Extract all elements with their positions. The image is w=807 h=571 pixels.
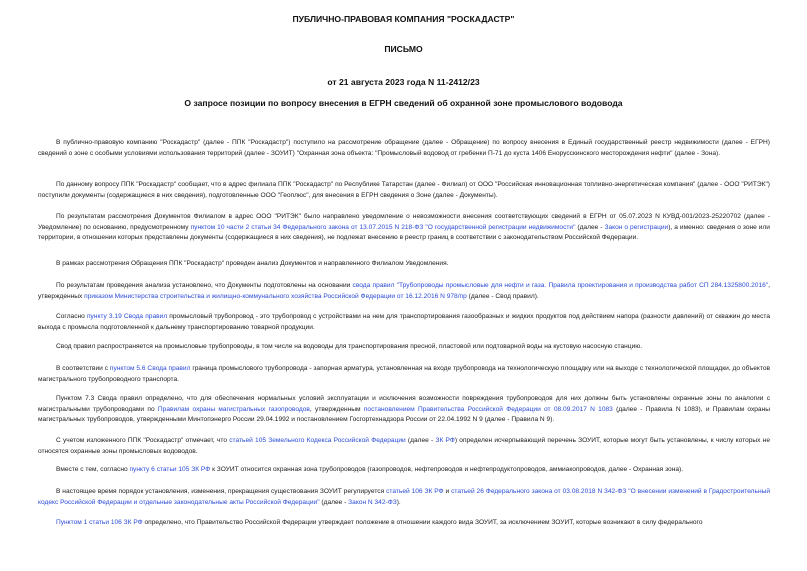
legal-reference-link[interactable]: пунктом 5.6 Свода правил (109, 365, 191, 372)
paragraph-text: В рамках рассмотрения Обращения ППК "Роскадастр" проведен анализ Документов и направленного Филиалом Уведомления. (56, 260, 449, 267)
paragraph-13 (38, 518, 770, 529)
legal-reference-link[interactable]: статьей 106 ЗК РФ (386, 488, 444, 495)
paragraph-text: В настоящее время порядок установления, изменения, прекращения существования ЗОУИТ регулируется (56, 488, 387, 495)
paragraph-5 (38, 281, 770, 302)
legal-reference-link[interactable]: свода правил "Трубопроводы промысловые для нефти и газа. Правила проектирования и производства работ СП 284.1325800.2016" (352, 282, 769, 289)
legal-reference-link[interactable]: Закон о регистрации (604, 223, 669, 231)
legal-reference-link[interactable]: ЗК РФ (435, 437, 455, 444)
legal-reference-link[interactable]: Правилам охраны магистральных газопроводов (157, 405, 310, 413)
paragraph-text: к ЗОУИТ относится охранная зона трубопроводов (газопроводов, нефтепроводов и нефтепродуктопроводов, аммиакопроводов, далее - Охранная зона). (210, 466, 684, 473)
paragraph-text: граница промыслового трубопровода - запорная арматура, установленная на входе трубопровода на технологическую площадку или на выходе с технологической площадки, до объектов магистрального трубопроводного транспорта. (38, 365, 770, 383)
paragraph-2 (38, 180, 770, 201)
legal-reference-link[interactable]: пункту 6 статьи 105 ЗК РФ (129, 466, 211, 473)
paragraph-text: промысловый трубопровод - это трубопровод с устройствами на нем для транспортирования газообразных и жидких продуктов под действием напора (разности давлений) от скважин до места выхода с промысла подготовленной к дальнему транспортированию товарной продукции. (38, 313, 770, 331)
paragraph-10 (38, 436, 770, 457)
paragraph-text: (далее - (575, 223, 605, 231)
paragraph-text: По результатам рассмотрения Документов Филиалом в адрес ООО "РИТЭК" было направлено уведомление о невозможности внесения соответствующих сведений в ЕГРН от 05.07.2023 N КУВД-001/2023-25220702 (далее - Уведомление) по основанию, предусмотренному (38, 213, 770, 231)
paragraph-text: Свод правил распространяется на промысловые трубопроводы, в том числе на водоводы для транспортирования пресной, пластовой или подтоварной воды на кустовую насосную станцию. (56, 343, 643, 350)
legal-reference-link[interactable]: Закон N 342-ФЗ (348, 498, 397, 506)
paragraph-text: определено, что Правительство Российской Федерации утверждает положение в отношении каждого вида ЗОУИТ, за исключением ЗОУИТ, которые возникают в силу федерального (142, 519, 703, 526)
paragraph-7 (38, 342, 770, 353)
paragraph-text: В публично-правовую компанию "Роскадастр" (далее - ППК "Роскадастр") поступило на рассмотрение обращение (далее - Обращение) по вопросу внесения в Единый государственный реестр недвижимости (далее - ЕГРН) сведений о зоне с особыми условиями использования территорий (далее - ЗОУИТ) "Охранная зона объекта: "Промысловый водовод от гребенки П-71 до куста 1406 Енорусскинского месторождения нефти" (далее - Зона). (38, 139, 770, 157)
paragraph-text: , утвержденным (309, 405, 364, 413)
paragraph-text: , утвержденных (38, 282, 770, 300)
paragraph-text: (далее - (319, 498, 349, 506)
legal-reference-link[interactable]: Пунктом 1 статьи 106 ЗК РФ (56, 519, 143, 526)
paragraph-text: ) определен исчерпывающий перечень ЗОУИТ, которые могут быть установлены, к числу которых не относятся охранные зоны промысловых водоводов. (38, 437, 770, 455)
paragraph-text: Пунктом 7.3 Свода правил определено, что для обеспечения нормальных условий эксплуатации и исключения возможности повреждения трубопроводов для них должны быть установлены охранные зоны по аналогии с магистральными трубопроводами по (38, 395, 770, 413)
document-date-number: от 21 августа 2023 года N 11-2412/23 (327, 77, 480, 87)
legal-reference-link[interactable]: пунктом 10 части 2 статьи 34 Федерального закона от 13.07.2015 N 218-ФЗ "О государственной регистрации недвижимости" (190, 223, 576, 231)
legal-reference-link[interactable]: статьей 105 Земельного Кодекса Российской Федерации (229, 437, 406, 444)
paragraph-1 (38, 138, 770, 159)
paragraph-text: ), а именно: сведения о зоне или территории, в отношении которых представлены документы (содержащиеся в них сведения), не подлежат внесению в реестр границ в соответствии с законодательством Российской Федерации. (38, 223, 770, 242)
paragraph-text: Согласно (56, 313, 87, 320)
paragraph-text: ). (396, 498, 401, 506)
legal-reference-link[interactable]: постановлением Правительства Российской Федерации от 08.09.2017 N 1083 (363, 405, 613, 413)
document-type: ПИСЬМО (384, 44, 423, 54)
legal-reference-link[interactable]: статьей 26 Федерального закона от 03.08.2018 N 342-ФЗ "О внесении изменений в Градостроительный кодекс Российской Федерации и отдельные законодательные акты Российской Федерации" (38, 488, 771, 506)
paragraph-text: (далее - (405, 437, 436, 444)
document-subject: О запросе позиции по вопросу внесения в ЕГРН сведений об охранной зоне промыслового водовода (184, 98, 623, 108)
organization-title: ПУБЛИЧНО-ПРАВОВАЯ КОМПАНИЯ "РОСКАДАСТР" (292, 14, 515, 24)
paragraph-text: (далее - Правила N 1083), и Правилам охраны магистральных трубопроводов, утвержденными Минтопэнерго России 29.04.1992 и постановлением Госгортехнадзора России от 22.04.1992 N 9 (далее - Правила N 9). (38, 405, 770, 424)
paragraph-text: С учетом изложенного ППК "Роскадастр" отмечает, что (56, 437, 230, 444)
paragraph-text: Вместе с тем, согласно (56, 466, 130, 473)
paragraph-11 (38, 465, 770, 476)
legal-reference-link[interactable]: пункту 3.19 Свода правил (86, 313, 168, 320)
paragraph-8 (38, 364, 770, 385)
paragraph-3 (38, 212, 770, 244)
paragraph-4 (38, 259, 770, 270)
paragraph-text: По результатам проведения анализа установлено, что Документы подготовлены на основании (56, 282, 353, 289)
paragraph-9 (38, 394, 770, 426)
paragraph-text: (далее - Свод правил). (466, 292, 539, 300)
paragraph-text: В соответствии с (56, 365, 110, 372)
paragraph-text: и (443, 488, 452, 495)
legal-reference-link[interactable]: приказом Министерства строительства и жилищно-коммунального хозяйства Российской Федерации от 16.12.2016 N 978/пр (84, 292, 467, 300)
paragraph-text: По данному вопросу ППК "Роскадастр" сообщает, что в адрес филиала ППК "Роскадастр" по Республике Татарстан (далее - Филиал) от ООО "Российская инновационная топливно-энергетическая компания" (далее - ООО "РИТЭК") поступили документы (содержащиеся в них сведения), подготовленные ООО "Геоплюс", для внесения в ЕГРН сведения о Зоне (далее - Документы). (38, 181, 770, 199)
paragraph-6 (38, 312, 770, 333)
paragraph-12 (38, 487, 770, 508)
